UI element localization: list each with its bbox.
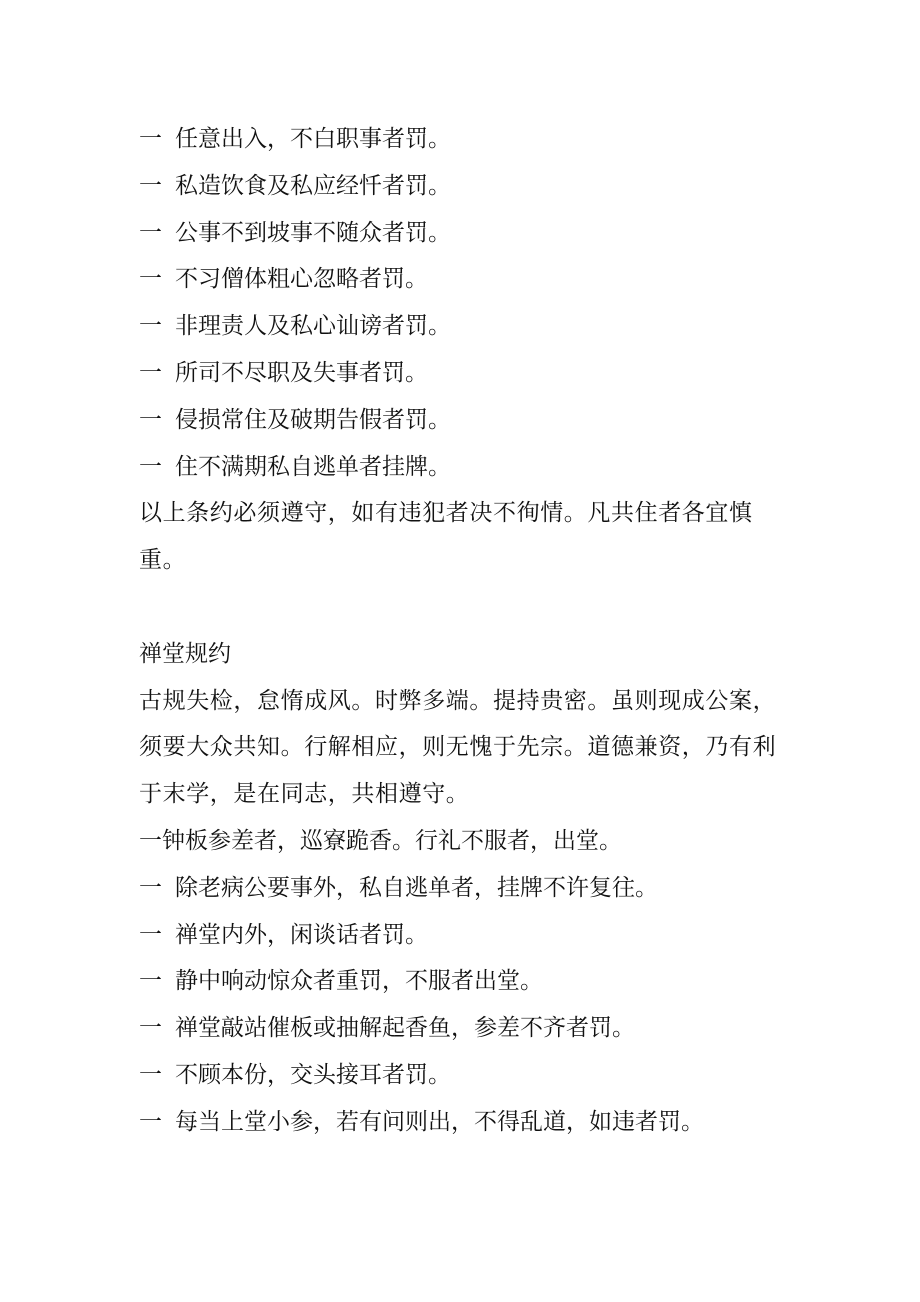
rule-bullet: 一 — [139, 1061, 162, 1088]
section-gap — [139, 584, 799, 631]
rule-item — [139, 116, 799, 163]
rule-item — [139, 865, 799, 912]
rule-bullet: 一 — [139, 126, 162, 152]
rule-item — [139, 1005, 799, 1052]
closing-paragraph: 以上条约必须遵守，如有违犯者决不徇情。凡共住者各宜慎重。 — [139, 500, 753, 574]
rule-bullet: 一 — [139, 266, 162, 293]
rule-item — [139, 397, 799, 444]
rule-item — [139, 1099, 799, 1146]
rule-item — [139, 912, 799, 959]
rule-text: 住不满期私自逃单者挂牌。 — [175, 453, 451, 480]
rule-item — [139, 210, 799, 257]
rule-bullet: 一 — [139, 921, 162, 948]
rule-item — [139, 444, 799, 491]
rule-text: 侵损常住及破期告假者罚。 — [175, 406, 451, 433]
rule-bullet: 一 — [139, 1015, 162, 1042]
rule-text: 除老病公要事外，私自逃单者，挂牌不许复往。 — [175, 874, 658, 901]
rule-item — [139, 303, 799, 350]
rules-list-1 — [139, 116, 799, 490]
rule-item — [139, 163, 799, 210]
rule-text: 私造饮食及私应经忏者罚。 — [175, 172, 451, 199]
rule-bullet: 一 — [139, 968, 162, 995]
rule-bullet: 一 — [139, 874, 162, 901]
rules-list-2 — [139, 865, 799, 1146]
rule-bullet: 一 — [139, 313, 162, 340]
rule-text: 非理责人及私心讪谤者罚。 — [175, 313, 451, 340]
rule-item — [139, 256, 799, 303]
rule-text: 公事不到坡事不随众者罚。 — [175, 219, 451, 246]
rule-bullet: 一 — [139, 172, 162, 199]
rule-text: 任意出入，不白职事者罚。 — [175, 126, 451, 152]
rule-bullet: 一 — [139, 406, 162, 433]
rule-item — [139, 350, 799, 397]
rule-text: 不习僧体粗心忽略者罚。 — [175, 266, 428, 293]
rule-item — [139, 958, 799, 1005]
rule-text: 静中响动惊众者重罚，不服者出堂。 — [175, 968, 543, 995]
rule-bullet: 一 — [139, 453, 162, 480]
section-heading: 禅堂规约 — [139, 640, 231, 667]
rule-bullet: 一 — [139, 219, 162, 246]
rule-item — [139, 1052, 799, 1099]
first-rule: 一钟板参差者，巡寮跪香。行礼不服者，出堂。 — [139, 827, 622, 854]
rule-text: 禅堂内外，闲谈话者罚。 — [175, 921, 428, 948]
document-body — [139, 116, 799, 1146]
rule-text: 所司不尽职及失事者罚。 — [175, 359, 428, 386]
intro-paragraph: 古规失检，怠惰成风。时弊多端。提持贵密。虽则现成公案，须要大众共知。行解相应，则无愧于先宗。道德兼资，乃有利于末学，是在同志，共相遵守。 — [139, 687, 777, 808]
rule-bullet: 一 — [139, 1108, 162, 1135]
rule-text: 不顾本份，交头接耳者罚。 — [175, 1061, 451, 1088]
rule-bullet: 一 — [139, 359, 162, 386]
rule-text: 禅堂敲站催板或抽解起香鱼，参差不齐者罚。 — [175, 1015, 635, 1042]
rule-text: 每当上堂小参，若有问则出，不得乱道，如违者罚。 — [175, 1108, 704, 1135]
